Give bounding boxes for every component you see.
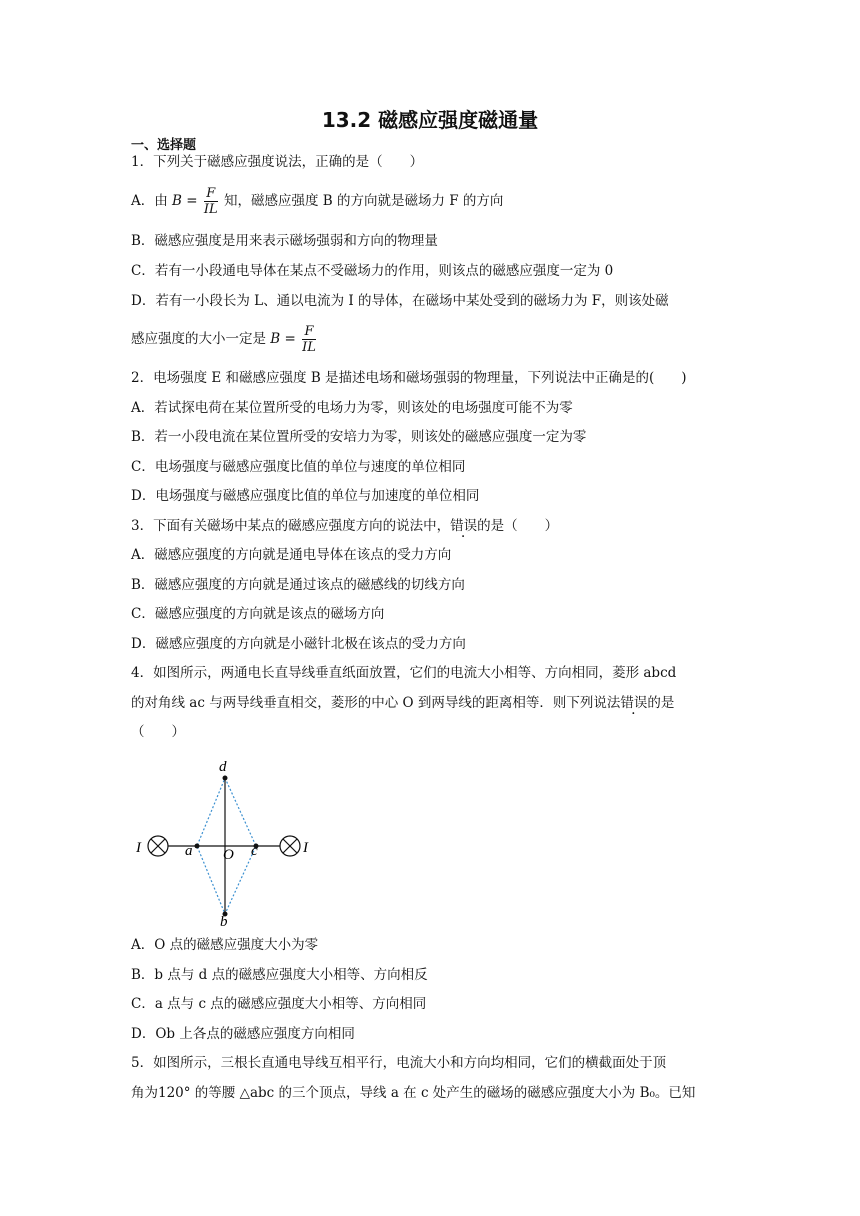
label-o: O — [223, 847, 234, 863]
q1-option-d-line2 — [131, 320, 318, 358]
q4-option-a: A．O 点的磁感应强度大小为零 — [131, 937, 319, 953]
q3-stem-text: 3．下面有关磁场中某点的磁感应强度方向的说法中， — [131, 518, 451, 534]
q4-emphasis: 错误 — [620, 695, 648, 711]
label-d: d — [219, 759, 227, 775]
wire-left-icon — [148, 836, 168, 856]
fraction-numerator: F — [204, 186, 218, 202]
q1-fraction — [204, 186, 218, 217]
q5-line2: 角为120° 的等腰 △abc 的三个顶点，导线 a 在 c 处产生的磁场的磁感应强度大小为 B₀。已知 — [131, 1085, 696, 1101]
label-current-left: I — [136, 840, 141, 856]
q1-option-c: C．若有一小段通电导体在某点不受磁场力的作用，则该点的磁感应强度一定为 0 — [131, 263, 614, 279]
q3-option-a: A．磁感应强度的方向就是通电导体在该点的受力方向 — [131, 547, 452, 563]
point-a — [195, 844, 200, 849]
q1-option-d-line1: D．若有一小段长为 L、通以电流为 I 的导体，在磁场中某处受到的磁场力为 F，则该处磁 — [131, 293, 669, 309]
q4-option-d: D．Ob 上各点的磁感应强度方向相同 — [131, 1026, 355, 1042]
q1-option-d-eq: B = — [270, 331, 296, 347]
q2-option-b: B．若一小段电流在某位置所受的安培力为零，则该处的磁感应强度一定为零 — [131, 429, 587, 445]
q2-stem: 2．电场强度 E 和磁感应强度 B 是描述电场和磁场强弱的物理量，下列说法中正确是的( ) — [131, 370, 687, 386]
q2-option-c: C．电场强度与磁感应强度比值的单位与速度的单位相同 — [131, 459, 466, 475]
point-d — [223, 776, 228, 781]
q3-stem-end: 的是（ ） — [477, 518, 559, 534]
q1-fraction-2 — [302, 324, 316, 355]
section-heading: 一、选择题 — [131, 138, 197, 153]
label-c: c — [251, 843, 258, 859]
q3-option-b: B．磁感应强度的方向就是通过该点的磁感线的切线方向 — [131, 577, 465, 593]
q4-option-b: B．b 点与 d 点的磁感应强度大小相等、方向相反 — [131, 967, 428, 983]
q4-stem-line3: （ ） — [131, 724, 185, 740]
q2-option-d: D．电场强度与磁感应强度比值的单位与加速度的单位相同 — [131, 488, 480, 504]
q5-line1: 5．如图所示，三根长直通电导线互相平行，电流大小和方向均相同，它们的横截面处于顶 — [131, 1055, 667, 1071]
q1-option-b: B．磁感应强度是用来表示磁场强弱和方向的物理量 — [131, 233, 438, 249]
q4-option-c: C．a 点与 c 点的磁感应强度大小相等、方向相同 — [131, 996, 427, 1012]
q4-stem-line1: 4．如图所示，两通电长直导线垂直纸面放置，它们的电流大小相等、方向相同，菱形 abcd — [131, 665, 677, 681]
q1-option-a-eq: B = — [172, 193, 198, 209]
label-b: b — [220, 914, 228, 928]
q1-option-d-text: 感应强度的大小一定是 — [131, 331, 266, 347]
q4-stem-end: 的是 — [647, 695, 675, 711]
fraction-denominator: IL — [203, 202, 218, 217]
q1-option-a-prefix: A．由 — [131, 193, 168, 209]
q1-option-a — [131, 182, 503, 220]
label-current-right: I — [303, 840, 308, 856]
rhombus-figure — [130, 752, 330, 928]
q2-option-a: A．若试探电荷在某位置所受的电场力为零，则该处的电场强度可能不为零 — [131, 400, 573, 416]
q1-option-a-text: 知，磁感应强度 B 的方向就是磁场力 F 的方向 — [223, 193, 504, 209]
fraction-numerator: F — [302, 324, 316, 340]
q1-stem: 1．下列关于磁感应强度说法，正确的是（ ） — [131, 154, 424, 170]
q4-stem-text: 的对角线 ac 与两导线垂直相交，菱形的中心 O 到两导线的距离相等．则下列说法 — [131, 695, 621, 711]
wire-right-icon — [280, 836, 300, 856]
fraction-denominator: IL — [302, 340, 316, 355]
q3-stem — [131, 517, 558, 535]
q3-option-c: C．磁感应强度的方向就是该点的磁场方向 — [131, 606, 385, 622]
page-title: 13.2 磁感应强度磁通量 — [321, 108, 539, 132]
label-a: a — [185, 843, 193, 859]
q3-emphasis: 错误 — [450, 518, 478, 534]
q3-option-d: D．磁感应强度的方向就是小磁针北极在该点的受力方向 — [131, 636, 466, 652]
q4-stem-line2 — [131, 694, 674, 712]
